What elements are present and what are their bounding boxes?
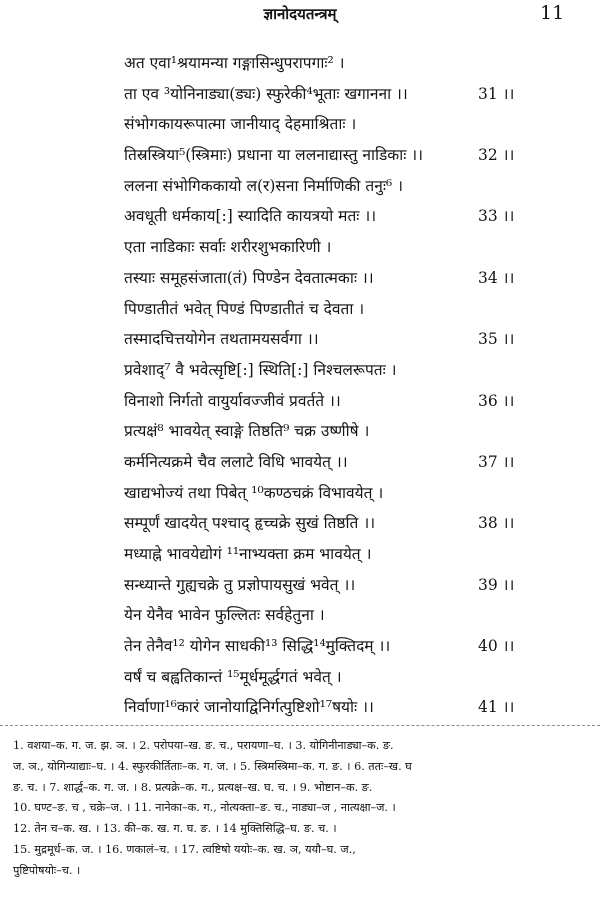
verse-line — [0, 235, 600, 266]
verse-text: वर्षं च बह्वतिकान्तं ¹⁵मूर्धमूर्द्धगतं भवेत् । — [124, 667, 342, 686]
footnote-line: 10. घण्ट–ङ. च , चक्रे–ज. । 11. नानेका–क. ग., नोत्यक्ता–ङ. च., नाड्या–ज , नात्यक्षा–ज. । — [13, 801, 396, 815]
verse-line — [0, 51, 600, 82]
verse-text: तस्याः समूहसंजाता(तं) पिण्डेन देवतात्मकाः ।। — [124, 268, 374, 287]
verse-number: 31 ।। — [478, 84, 515, 103]
verse-line — [0, 511, 600, 542]
verse-line — [0, 389, 600, 420]
footnote-divider — [0, 725, 600, 726]
verse-text: निर्वाणा¹⁶कारं जानोयाद्विनिर्गत्पुष्टिशो¹⁷षयोः ।। — [124, 698, 374, 717]
verse-line — [0, 542, 600, 573]
verse-line — [0, 358, 600, 389]
verse-text: विनाशो निर्गतो वायुर्यावज्जीवं प्रवर्तते ।। — [124, 391, 341, 410]
footnote-line: ङ. च. । 7. शार्द्ध–क. ग. ज. । 8. प्रत्यक्रे–क. ग., प्रत्यक्ष–ख. घ. च. । 9. भोष्टान–क. ङ. — [13, 780, 373, 794]
verse-text: अवधूती धर्मकाय[:] स्यादिति कायत्रयो मतः ।। — [124, 207, 377, 226]
verse-line — [0, 634, 600, 665]
verse-line — [0, 419, 600, 450]
verse-text: संभोगकायरूपात्मा जानीयाद् देहमाश्रिताः । — [124, 115, 357, 134]
verse-number: 32 ।। — [478, 146, 515, 165]
verse-line — [0, 573, 600, 604]
verse-text: एता नाडिकाः सर्वाः शरीरशुभकारिणी । — [124, 238, 332, 257]
verse-text: तेन तेनैव¹² योगेन साधकी¹³ सिद्धि¹⁴मुक्तिदम् ।। — [124, 637, 391, 656]
footnotes — [13, 736, 588, 882]
footnote-line: 12. तेन च–क. ख. । 13. की–क. ख. ग. घ. ङ. । 14 मुक्तिसिद्धि–घ. ङ. च. । — [13, 822, 337, 836]
verse-line — [0, 695, 600, 726]
verse-text: ता एव ³योनिनाड्या(ड्यः) स्फुरेकी⁴भूताः खगानना ।। — [124, 84, 408, 103]
verse-text: प्रवेशाद्⁷ वै भवेत्सृष्टि[:] स्थिति[:] निश्चलरूपतः । — [124, 360, 397, 379]
verse-number: 40 ।। — [478, 637, 515, 656]
verse-text: तिस्रस्त्रिया⁵(स्त्रिमाः) प्रधाना या ललनाद्यास्तु नाडिकाः ।। — [124, 146, 424, 165]
footnote-line: पुष्टिपोषयोः–च. । — [13, 863, 81, 877]
verse-line — [0, 481, 600, 512]
verse-line — [0, 266, 600, 297]
verse-block — [0, 51, 600, 726]
verse-text: कर्मनित्यक्रमे चैव ललाटे विधि भावयेत् ।। — [124, 452, 348, 471]
verse-line — [0, 297, 600, 328]
page-number: 11 — [540, 2, 565, 24]
footnote-line: 1. वशया–क. ग. ज. झ. ञ. । 2. परोपया–ख. ङ. च., परायणा–घ. । 3. योगिनीनाड्या–क. ङ. — [13, 739, 394, 752]
verse-line — [0, 143, 600, 174]
verse-line — [0, 665, 600, 696]
verse-text: प्रत्यक्षं⁸ भावयेत् स्वाङ्गे तिष्ठति⁹ चक्र उष्णीषे । — [124, 422, 370, 441]
verse-line — [0, 450, 600, 481]
verse-line — [0, 82, 600, 113]
verse-line — [0, 112, 600, 143]
verse-line — [0, 204, 600, 235]
verse-number: 39 ।। — [478, 575, 515, 594]
verse-text: येन येनैव भावेन फुल्लितः सर्वहेतुना । — [124, 606, 325, 625]
verse-line — [0, 174, 600, 205]
verse-text: सन्ध्यान्ते गुह्यचक्रे तु प्रज्ञोपायसुखं भवेत् ।। — [124, 575, 356, 594]
verse-text: पिण्डातीतं भवेत् पिण्डं पिण्डातीतं च देवता । — [124, 299, 365, 318]
verse-text: खाद्यभोज्यं तथा पिबेत् ¹⁰कण्ठचक्रं विभावयेत् । — [124, 483, 384, 502]
verse-number: 38 ।। — [478, 514, 515, 533]
verse-number: 41 ।। — [478, 698, 515, 717]
verse-number: 37 ।। — [478, 452, 515, 471]
verse-number: 35 ।। — [478, 330, 515, 349]
verse-text: अत एवा¹श्रयामन्या गङ्गासिन्धुपरापगाः² । — [124, 54, 345, 72]
verse-text: ललना संभोगिककायो ल(र)सना निर्माणिकी तनुः⁶ । — [124, 176, 403, 195]
footnote-line: 15. मुद्रमूर्ध–क. ज. । 16. णकालं–च. । 17. त्वष्टिषो ययोः–क. ख. ञ, ययौ–घ. ज., — [13, 842, 356, 856]
verse-number: 33 ।। — [478, 207, 515, 226]
footnote-line: ज. ञ., योगिन्याद्याः–घ. । 4. स्फुरकीर्तिताः–क. ग. ज. । 5. स्त्रिमस्त्रिमा–क. ग. ङ. । 6. ततः–ख. घ — [13, 759, 412, 773]
verse-line — [0, 327, 600, 358]
verse-line — [0, 603, 600, 634]
verse-number: 34 ।। — [478, 268, 515, 287]
verse-text: मध्याह्ने भावयेद्योगं ¹¹नाभ्यक्ता क्रम भावयेत् । — [124, 545, 372, 563]
verse-number: 36 ।। — [478, 391, 515, 410]
verse-text: तस्मादचित्तयोगेन तथतामयसर्वगा ।। — [124, 330, 319, 349]
verse-text: सम्पूर्णं खादयेत् पश्चाद् हृच्चक्रे सुखं तिष्ठति ।। — [124, 514, 376, 533]
running-title: ज्ञानोदयतन्त्रम् — [263, 5, 337, 23]
